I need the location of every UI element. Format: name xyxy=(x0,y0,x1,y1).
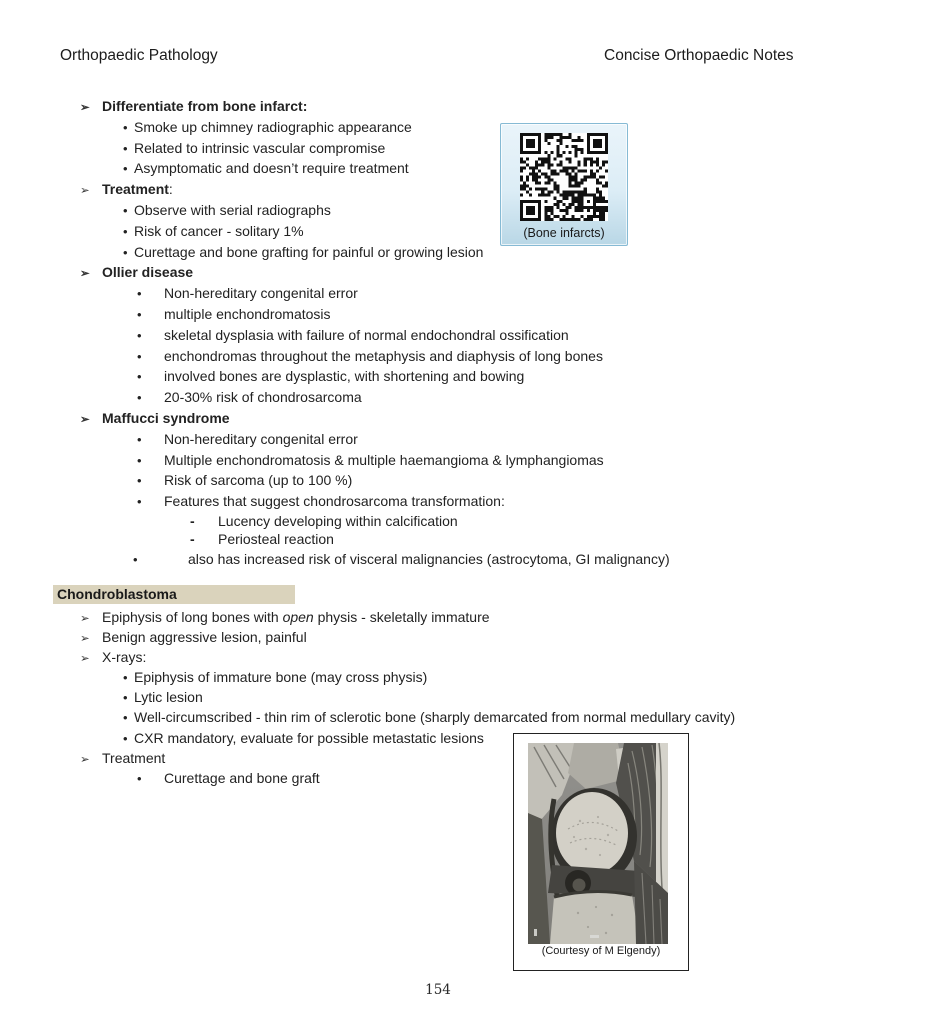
list-item-text: Related to intrinsic vascular compromise xyxy=(134,139,386,156)
list-item-text: 20-30% risk of chondrosarcoma xyxy=(164,389,362,406)
list-item xyxy=(0,530,937,548)
list-item xyxy=(0,408,937,429)
list-item xyxy=(0,138,937,159)
bullet-marker: • xyxy=(137,771,142,787)
list-item xyxy=(0,728,937,748)
list-item xyxy=(0,687,937,707)
bullet-marker: • xyxy=(137,390,142,406)
list-item-text: Risk of sarcoma (up to 100 %) xyxy=(164,472,353,489)
arrow-marker: ➢ xyxy=(80,753,90,766)
list-item-text: Observe with serial radiographs xyxy=(134,201,331,218)
arrow-marker: ➢ xyxy=(80,185,90,198)
list-item xyxy=(0,387,937,408)
bullet-marker: • xyxy=(123,202,128,218)
header-right-title: Concise Orthopaedic Notes xyxy=(604,47,794,64)
list-item-text: Curettage and bone grafting for painful or growing lesion xyxy=(134,243,484,260)
list-item-text: Non-hereditary congenital error xyxy=(164,430,358,447)
bullet-marker: • xyxy=(137,452,142,468)
list-item xyxy=(0,607,937,627)
list-item-text: multiple enchondromatosis xyxy=(164,305,331,322)
list-item-text: Lytic lesion xyxy=(134,689,203,706)
chondroblastoma-section xyxy=(0,607,937,789)
list-item-text: Treatment xyxy=(102,749,166,766)
list-item-text: Curettage and bone graft xyxy=(164,770,320,787)
bullet-marker: • xyxy=(137,473,142,489)
list-item-text: Multiple enchondromatosis & multiple haemangioma & lymphangiomas xyxy=(164,451,604,468)
page-body xyxy=(0,96,937,788)
list-item-text: Periosteal reaction xyxy=(218,531,334,548)
list-item xyxy=(0,346,937,367)
list-item xyxy=(0,512,937,530)
list-item-text: Asymptomatic and doesn’t require treatment xyxy=(134,160,409,177)
dash-marker: - xyxy=(190,531,195,548)
list-item xyxy=(0,158,937,179)
bullet-marker: • xyxy=(137,348,142,364)
bullet-marker: • xyxy=(123,670,128,686)
list-item-text: CXR mandatory, evaluate for possible metastatic lesions xyxy=(134,729,484,746)
list-item xyxy=(0,768,937,788)
bullet-marker: • xyxy=(123,119,128,135)
list-item xyxy=(0,491,937,512)
bullet-marker: • xyxy=(137,286,142,302)
list-item-text: Features that suggest chondrosarcoma transformation: xyxy=(164,493,505,510)
list-item-text: Maffucci syndrome xyxy=(102,409,230,426)
list-item-text: Treatment: xyxy=(102,181,173,198)
list-item-text: Benign aggressive lesion, painful xyxy=(102,628,307,645)
list-item xyxy=(0,647,937,667)
qr-code-image xyxy=(520,133,608,221)
knee-mri-image xyxy=(528,743,668,944)
list-item-text: also has increased risk of visceral malignancies (astrocytoma, GI malignancy) xyxy=(188,550,670,567)
list-item xyxy=(0,366,937,387)
arrow-marker: ➢ xyxy=(80,632,90,645)
list-item-text: Epiphysis of long bones with open physis - skeletally immature xyxy=(102,608,490,625)
list-item-text: Differentiate from bone infarct: xyxy=(102,98,308,114)
list-item xyxy=(0,667,937,687)
list-item xyxy=(0,96,937,117)
page-number: 154 xyxy=(425,982,451,998)
list-item xyxy=(0,707,937,727)
list-item xyxy=(0,117,937,138)
list-item xyxy=(0,450,937,471)
list-item xyxy=(0,325,937,346)
bullet-marker: • xyxy=(123,140,128,156)
header-left-title: Orthopaedic Pathology xyxy=(60,47,218,64)
list-item-text: Ollier disease xyxy=(102,264,194,281)
bullet-marker: • xyxy=(123,244,128,260)
list-item-text: skeletal dysplasia with failure of normal endochondral ossification xyxy=(164,326,569,343)
bullet-marker: • xyxy=(123,223,128,239)
list-item xyxy=(0,179,937,200)
list-item xyxy=(0,221,937,242)
arrow-marker: ➢ xyxy=(80,612,90,625)
bullet-marker: • xyxy=(137,431,142,447)
list-item xyxy=(0,429,937,450)
qr-caption: (Bone infarcts) xyxy=(523,226,605,240)
bullet-marker: • xyxy=(123,161,128,177)
bullet-marker: • xyxy=(137,306,142,322)
list-item-text: enchondromas throughout the metaphysis and diaphysis of long bones xyxy=(164,347,603,364)
bullet-marker: • xyxy=(137,494,142,510)
list-item-text: Risk of cancer - solitary 1% xyxy=(134,222,304,239)
list-item-text: involved bones are dysplastic, with shortening and bowing xyxy=(164,368,525,385)
list-item xyxy=(0,748,937,768)
arrow-marker: ➢ xyxy=(80,413,90,426)
list-item-text: Non-hereditary congenital error xyxy=(164,285,358,302)
bullet-marker: • xyxy=(137,327,142,343)
list-item xyxy=(0,200,937,221)
list-item xyxy=(0,549,937,570)
list-item-text: Lucency developing within calcification xyxy=(218,512,458,529)
mri-figure-box xyxy=(513,733,689,971)
bullet-marker: • xyxy=(133,551,138,567)
list-item xyxy=(0,627,937,647)
list-item-text: Smoke up chimney radiographic appearance xyxy=(134,118,412,135)
list-item-text: Epiphysis of immature bone (may cross physis) xyxy=(134,669,428,686)
arrow-marker: ➢ xyxy=(80,268,90,281)
arrow-marker: ➢ xyxy=(80,652,90,665)
bullet-marker: • xyxy=(123,690,128,706)
list-item xyxy=(0,470,937,491)
dash-marker: - xyxy=(190,512,195,529)
list-item xyxy=(0,242,937,263)
list-item xyxy=(0,304,937,325)
bone-infarct-ollier-maffucci-section xyxy=(0,96,937,570)
list-item xyxy=(0,262,937,283)
chondroblastoma-heading: Chondroblastoma xyxy=(53,585,295,604)
qr-figure-box xyxy=(500,123,628,246)
mri-caption: (Courtesy of M Elgendy) xyxy=(541,945,661,957)
list-item-text: Well-circumscribed - thin rim of sclerotic bone (sharply demarcated from normal medullary cavity) xyxy=(134,709,736,726)
list-item xyxy=(0,283,937,304)
bullet-marker: • xyxy=(137,369,142,385)
arrow-marker: ➢ xyxy=(80,102,90,114)
bullet-marker: • xyxy=(123,730,128,746)
bullet-marker: • xyxy=(123,710,128,726)
list-item-text: X-rays: xyxy=(102,648,147,665)
